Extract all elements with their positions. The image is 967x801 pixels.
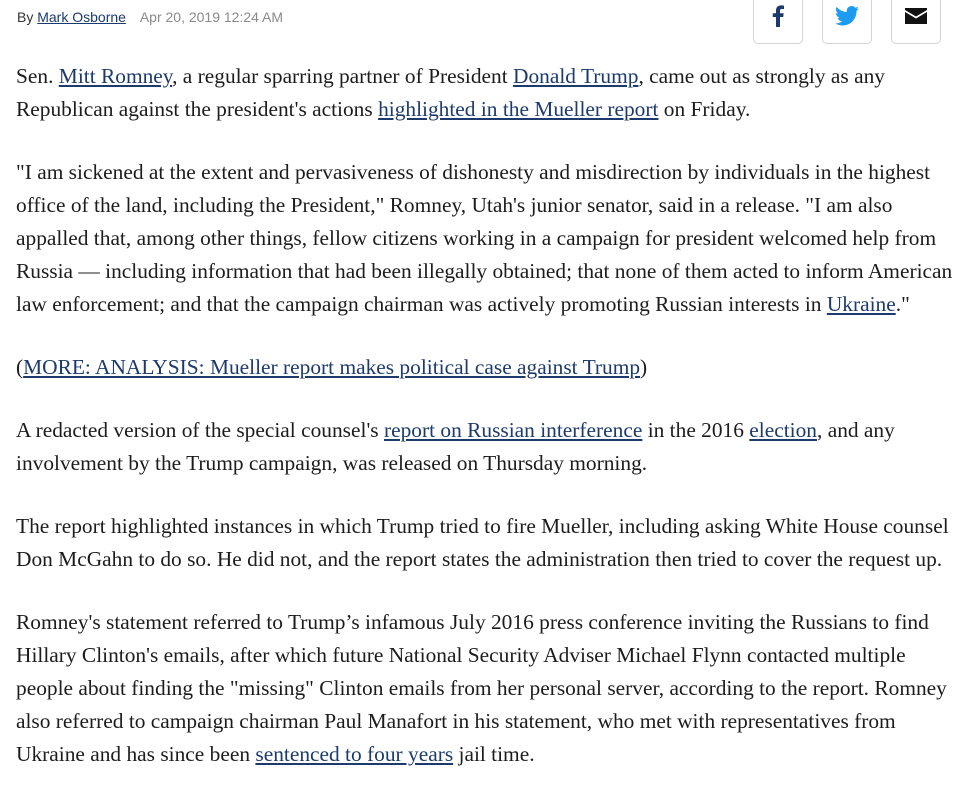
link-election[interactable]: election: [749, 418, 817, 442]
paragraph-1: [16, 60, 956, 126]
text: (: [16, 355, 24, 379]
paragraph-2: [16, 156, 956, 321]
facebook-share-button[interactable]: [753, 0, 803, 44]
text: ): [640, 355, 648, 379]
text: on Friday.: [658, 97, 751, 121]
link-sentenced[interactable]: sentenced to four years: [255, 742, 454, 766]
article-body: [16, 60, 956, 801]
twitter-share-button[interactable]: [822, 0, 872, 44]
text: , a regular sparring partner of President: [172, 64, 514, 88]
text: Sen.: [16, 64, 59, 88]
paragraph-4: [16, 414, 956, 480]
text: , came out as strongly as any Republican against the president's actions: [16, 64, 885, 121]
publish-date: Apr 20, 2019 12:24 AM: [139, 9, 284, 25]
link-mitt-romney[interactable]: Mitt Romney: [58, 64, 173, 88]
author-link[interactable]: Mark Osborne: [37, 9, 126, 25]
byline: [17, 9, 283, 25]
link-more-analysis[interactable]: MORE: ANALYSIS: Mueller report makes political case against Trump: [23, 355, 641, 379]
email-icon: [905, 8, 927, 29]
share-bar: [753, 0, 941, 44]
byline-prefix: By: [17, 9, 34, 25]
paragraph-6: [16, 606, 956, 771]
email-share-button[interactable]: [891, 0, 941, 44]
link-donald-trump[interactable]: Donald Trump: [513, 64, 639, 88]
text: .": [895, 292, 910, 316]
twitter-icon: [835, 6, 859, 31]
text: Romney's statement referred to Trump’s infamous July 2016 press conference inviting the Russians to find Hillary Clinton's emails, after which future National Security Adviser Michael Flynn contacted multiple people about finding the "missing" Clinton emails from her personal server, according to the report. Romney also referred to campaign chairman Paul Manafort in his statement, who met with representatives from Ukraine and has since been: [16, 610, 947, 766]
paragraph-3: [16, 351, 956, 384]
paragraph-5: [16, 510, 956, 576]
link-ukraine[interactable]: Ukraine: [826, 292, 896, 316]
text: "I am sickened at the extent and pervasiveness of dishonesty and misdirection by individuals in the highest office of the land, including the President," Romney, Utah's junior senator, said in a release. "I am also appalled that, among other things, fellow citizens working in a campaign for president welcomed help from Russia — including information that had been illegally obtained; that none of them acted to inform American law enforcement; and that the campaign chairman was actively promoting Russian interests in: [16, 160, 953, 316]
facebook-icon: [772, 5, 784, 32]
link-mueller-report[interactable]: highlighted in the Mueller report: [378, 97, 659, 121]
text: A redacted version of the special counsel's: [16, 418, 384, 442]
text: The report highlighted instances in which Trump tried to fire Mueller, including asking White House counsel Don McGahn to do so. He did not, and the report states the administration then tried to cover the request up.: [16, 514, 949, 571]
text: , and any involvement by the Trump campaign, was released on Thursday morning.: [16, 418, 895, 475]
text: in the 2016: [642, 418, 750, 442]
link-russian-interference[interactable]: report on Russian interference: [383, 418, 643, 442]
text: jail time.: [453, 742, 535, 766]
